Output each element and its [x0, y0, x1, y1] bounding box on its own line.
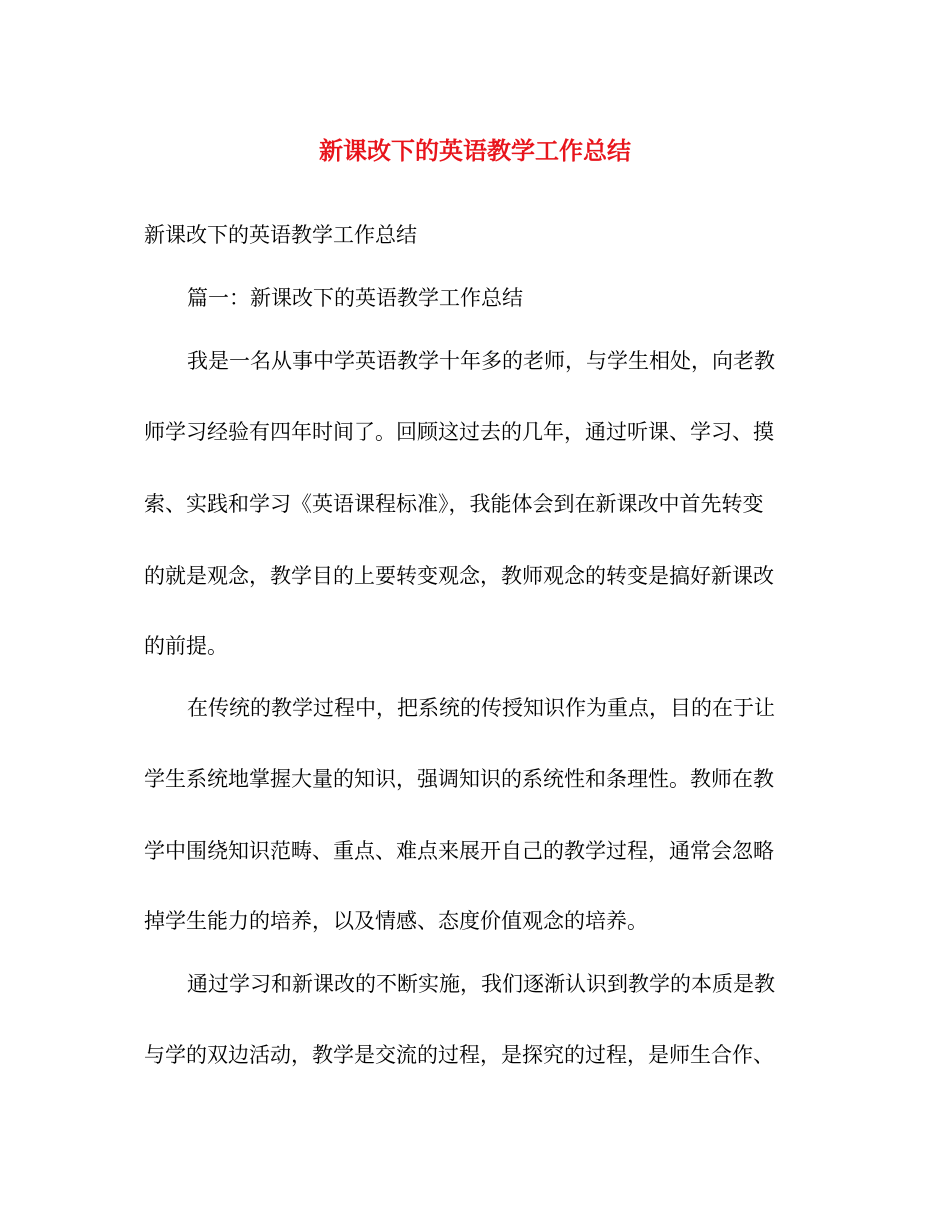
- paragraph-2-line-2: 学生系统地掌握大量的知识，强调知识的系统性和条理性。教师在教: [144, 767, 774, 791]
- document-subtitle: 新课改下的英语教学工作总结: [144, 223, 417, 247]
- paragraph-1-line-1: 我是一名从事中学英语教学十年多的老师，与学生相处，向老教: [187, 349, 775, 373]
- section-heading: 篇一：新课改下的英语教学工作总结: [187, 286, 523, 310]
- paragraph-1-line-5: 的前提。: [144, 634, 228, 658]
- paragraph-2-line-1: 在传统的教学过程中，把系统的传授知识作为重点，目的在于让: [187, 696, 775, 720]
- paragraph-2-line-3: 学中围绕知识范畴、重点、难点来展开自己的教学过程，通常会忽略: [144, 839, 774, 863]
- paragraph-1-line-3: 索、实践和学习《英语课程标准》，我能体会到在新课改中首先转变: [144, 492, 764, 516]
- document-title: 新课改下的英语教学工作总结: [319, 136, 631, 165]
- paragraph-2-line-4: 掉学生能力的培养，以及情感、态度价值观念的培养。: [144, 909, 648, 933]
- paragraph-3-line-2: 与学的双边活动，教学是交流的过程，是探究的过程，是师生合作、: [144, 1043, 774, 1067]
- paragraph-1-line-2: 师学习经验有四年时间了。回顾这过去的几年，通过听课、学习、摸: [144, 420, 774, 444]
- paragraph-1-line-4: 的就是观念，教学目的上要转变观念，教师观念的转变是搞好新课改: [144, 564, 774, 588]
- paragraph-3-line-1: 通过学习和新课改的不断实施，我们逐渐认识到教学的本质是教: [187, 972, 775, 996]
